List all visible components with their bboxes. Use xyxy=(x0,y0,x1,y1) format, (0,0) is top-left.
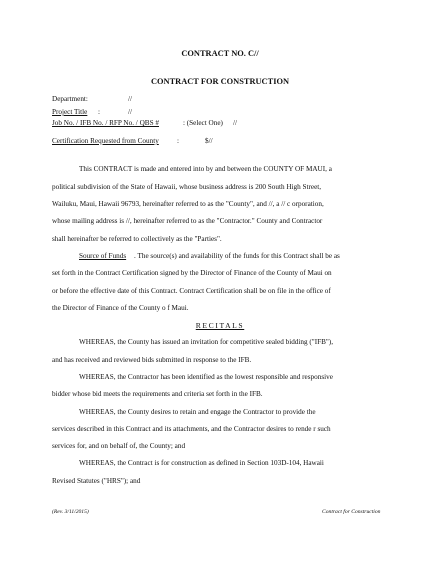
recital-line: services described in this Contract and its attachments, and the Contractor desires to rende r such xyxy=(52,425,331,433)
contract-type-title: CONTRACT FOR CONSTRUCTION xyxy=(150,77,290,86)
job-number-value: // xyxy=(233,119,237,127)
funds-line: or before the effective date of this Contract. Contract Certification shall be on file in the office of xyxy=(52,287,331,295)
project-title-label: Project Title xyxy=(52,108,88,116)
department-label: Department: xyxy=(52,95,88,103)
recital-line: and has received and reviewed bids submitted in response to the IFB. xyxy=(52,356,252,364)
funds-heading: Source of Funds xyxy=(79,252,127,260)
intro-line: whose mailing address is //, hereinafter referred to as the "Contractor." County and Contractor xyxy=(52,217,323,225)
funds-line: set forth in the Contract Certification signed by the Director of Finance of the County of Maui on xyxy=(52,269,332,277)
department-value: // xyxy=(128,95,132,103)
recital-line: WHEREAS, the Contractor has been identified as the lowest responsible and responsive xyxy=(79,373,333,381)
certification-value: $// xyxy=(205,137,213,145)
certification-label: Certification Requested from County xyxy=(52,137,159,145)
recitals-heading: RECITALS xyxy=(195,321,245,330)
recital-line: WHEREAS, the County has issued an invitation for competitive sealed bidding ("IFB"), xyxy=(79,338,333,346)
recital-line: bidder whose bid meets the requirements and criteria set forth in the IFB. xyxy=(52,390,263,398)
contract-number: CONTRACT NO. C// xyxy=(181,49,259,58)
intro-line: Wailuku, Maui, Hawaii 96793, hereinafter referred to as the "County", and //, a // c orporation, xyxy=(52,200,324,208)
footer-document-name: Contract for Construction xyxy=(322,509,381,515)
intro-line: political subdivision of the State of Hawaii, whose business address is 200 South High Street, xyxy=(52,183,322,191)
recital-line: WHEREAS, the County desires to retain and engage the Contractor to provide the xyxy=(79,408,316,416)
funds-line: the Director of Finance of the County o f Maui. xyxy=(52,304,189,312)
intro-line: This CONTRACT is made and entered into by and between the COUNTY OF MAUI, a xyxy=(79,165,332,173)
recital-line: services for, and on behalf of, the County; and xyxy=(52,442,186,450)
footer-revision: (Rev. 3/11/2015) xyxy=(52,509,89,515)
certification-colon: : xyxy=(177,137,179,145)
funds-line: . The source(s) and availability of the funds for this Contract shall be as xyxy=(134,252,340,260)
project-title-colon: : xyxy=(98,108,100,116)
recital-line: WHEREAS, the Contract is for construction as defined in Section 103D-104, Hawaii xyxy=(79,459,324,467)
job-number-label: Job No. / IFB No. / RFP No. / QBS # xyxy=(52,119,159,127)
intro-line: shall hereinafter be referred to collectively as the "Parties". xyxy=(52,235,222,243)
project-title-value: // xyxy=(128,108,132,116)
recital-line: Revised Statutes ("HRS"); and xyxy=(52,477,141,485)
job-number-select: : (Select One) xyxy=(183,119,223,127)
